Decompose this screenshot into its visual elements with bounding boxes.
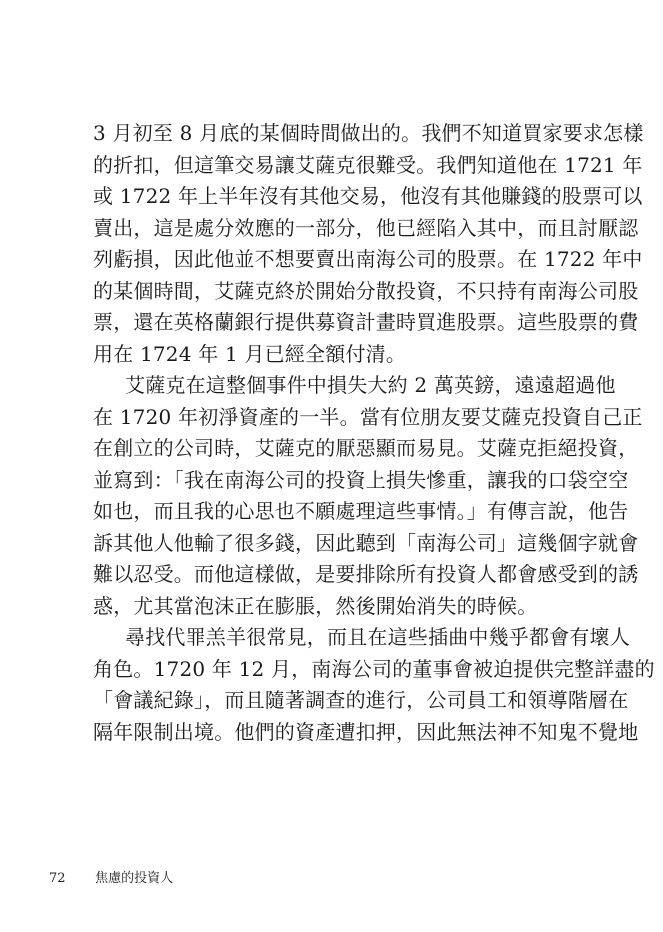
text-line: 尋找代罪羔羊很常見，而且在這些插曲中幾乎都會有壞人 [125, 625, 630, 649]
text-line: 在 1720 年初淨資產的一半。當有位朋友要艾薩克投資自己正 [93, 404, 643, 429]
text-line: 3 月初至 8 月底的某個時間做出的。我們不知道買家要求怎樣 [93, 121, 644, 145]
text-line: 列虧損，因此他並不想要賣出南海公司的股票。在 1722 年中 [93, 247, 643, 271]
paragraph [93, 118, 644, 370]
page-number: 72 [49, 871, 66, 886]
text-line: 訴其他人他輸了很多錢，因此聽到「南海公司」這幾個字就會 [93, 530, 639, 555]
text-line: 的某個時間，艾薩克終於開始分散投資，不只持有南海公司股 [93, 278, 639, 303]
text-line: 票，還在英格蘭銀行提供募資計畫時買進股票。這些股票的費 [93, 310, 639, 334]
text-line: 難以忍受。而他這樣做，是要排除所有投資人都會感受到的誘 [93, 562, 639, 586]
text-line: 在創立的公司時，艾薩克的厭惡顯而易見。艾薩克拒絕投資， [93, 436, 639, 460]
text-line: 「會議紀錄」，而且隨著調查的進行，公司員工和領導階層在 [93, 688, 629, 712]
text-line: 並寫到：「我在南海公司的投資上損失慘重，讓我的口袋空空 [93, 467, 629, 492]
text-line: 或 1722 年上半年沒有其他交易，他沒有其他賺錢的股票可以 [93, 184, 643, 208]
text-line: 惑，尤其當泡沫正在膨脹，然後開始消失的時候。 [93, 593, 538, 618]
text-line: 賣出，這是處分效應的一部分，他已經陷入其中，而且討厭認 [93, 215, 639, 240]
text-line: 角色。1720 年 12 月，南海公司的董事會被迫提供完整詳盡的 [93, 656, 655, 681]
text-line: 如也，而且我的心思也不願處理這些事情。」有傳言說，他告 [93, 499, 629, 523]
text-line: 用在 1724 年 1 月已經全額付清。 [93, 341, 407, 366]
text-line: 艾薩克在這整個事件中損失大約 2 萬英鎊，遠遠超過他 [125, 373, 616, 397]
page-body [93, 118, 655, 748]
paragraph [93, 622, 655, 748]
running-title: 焦慮的投資人 [95, 871, 174, 886]
paragraph [93, 370, 643, 622]
text-line: 的折扣，但這筆交易讓艾薩克很難受。我們知道他在 1721 年 [93, 152, 643, 177]
text-line: 隔年限制出境。他們的資產遭扣押，因此無法神不知鬼不覺地 [93, 719, 639, 744]
page-footer [49, 867, 173, 886]
